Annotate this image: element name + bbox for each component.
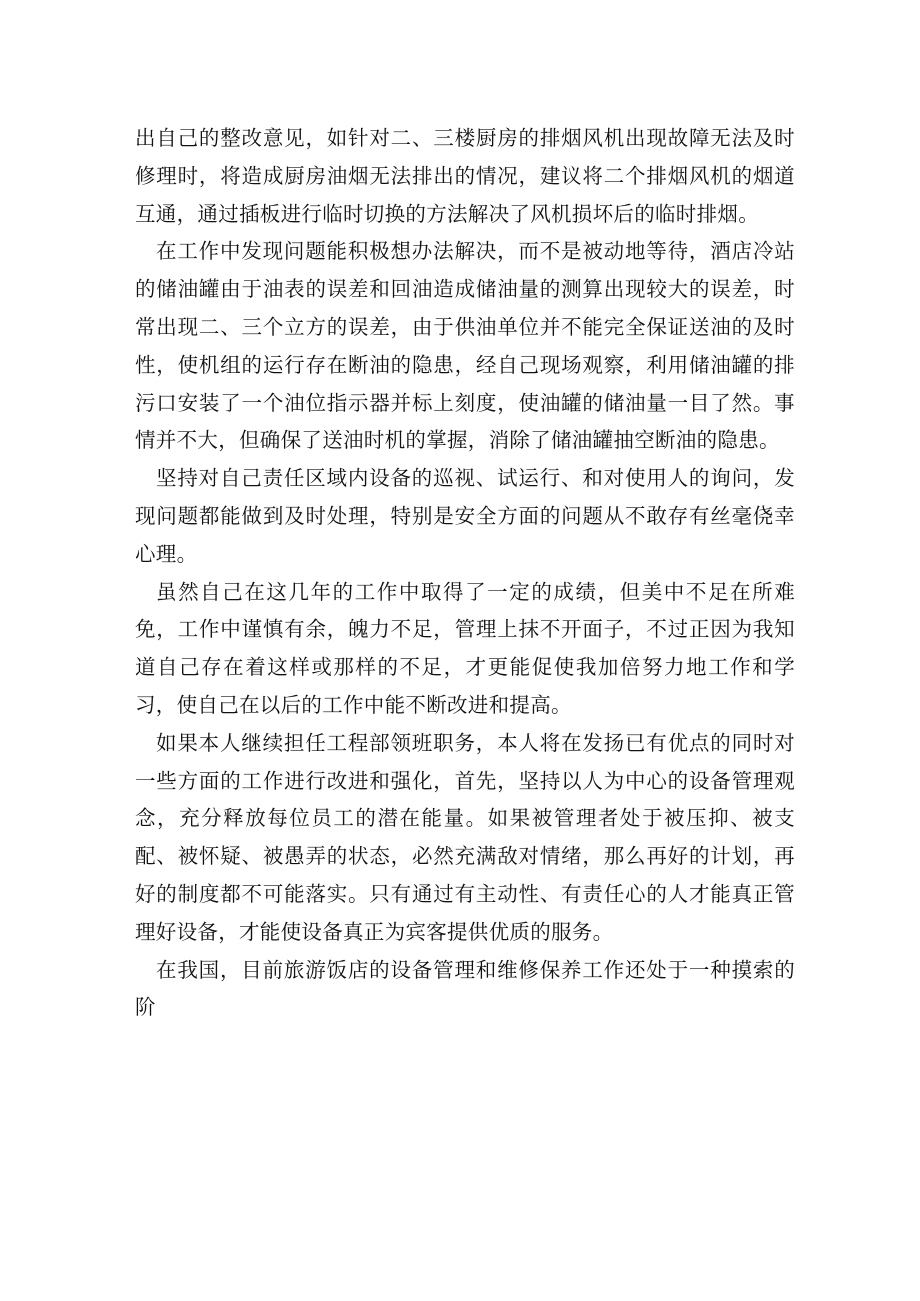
paragraph-4: 虽然自己在这几年的工作中取得了一定的成绩，但美中不足在所难免，工作中谨慎有余，魄力不足，管理上抹不开面子，不过正因为我知道自己存在着这样或那样的不足，才更能促使我加倍努力地工作和学习，使自己在以后的工作中能不断改进和提高。: [135, 579, 795, 717]
paragraph-5: 如果本人继续担任工程部领班职务，本人将在发扬已有优点的同时对一些方面的工作进行改进和强化，首先，坚持以人为中心的设备管理观念，充分释放每位员工的潜在能量。如果被管理者处于被压抑、被支配、被怀疑、被愚弄的状态，必然充满敌对情绪，那么再好的计划，再好的制度都不可能落实。只有通过有主动性、有责任心的人才能真正管理好设备，才能使设备真正为宾客提供优质的服务。: [135, 730, 795, 944]
paragraph-6: 在我国，目前旅游饭店的设备管理和维修保养工作还处于一种摸索的阶: [135, 957, 795, 1020]
paragraph-2: 在工作中发现问题能积极想办法解决，而不是被动地等待，酒店冷站的储油罐由于油表的误差和回油造成储油量的测算出现较大的误差，时常出现二、三个立方的误差，由于供油单位并不能完全保证送油的及时性，使机组的运行存在断油的隐患，经自己现场观察，利用储油罐的排污口安装了一个油位指示器并标上刻度，使油罐的储油量一目了然。事情并不大，但确保了送油时机的掌握，消除了储油罐抽空断油的隐患。: [135, 239, 795, 453]
paragraph-3: 坚持对自己责任区域内设备的巡视、试运行、和对使用人的询问，发现问题都能做到及时处理，特别是安全方面的问题从不敢存有丝毫侥幸心理。: [135, 466, 795, 566]
document-body: [135, 120, 795, 1027]
paragraph-1: 出自己的整改意见，如针对二、三楼厨房的排烟风机出现故障无法及时修理时，将造成厨房油烟无法排出的情况，建议将二个排烟风机的烟道互通，通过插板进行临时切换的方法解决了风机损坏后的临时排烟。: [135, 126, 795, 226]
